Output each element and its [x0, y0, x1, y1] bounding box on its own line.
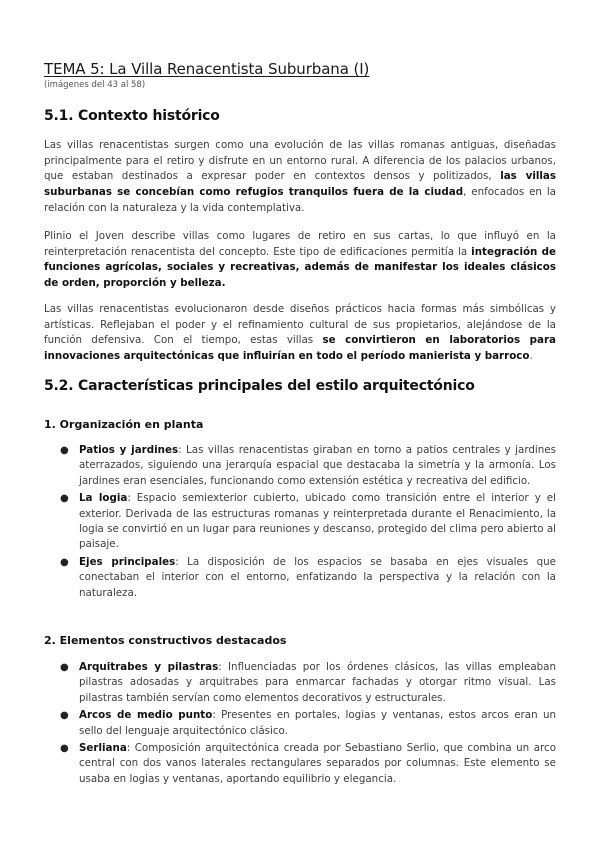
section-heading-characteristics: 5.2. Características principales del estilo arquitectónico [44, 378, 475, 394]
list-constructive-elements [44, 660, 556, 789]
document-title: TEMA 5: La Villa Renacentista Suburbana (I) [44, 60, 370, 78]
subsection-heading-plan: 1. Organización en planta [44, 418, 204, 431]
bullet-icon: ● [60, 556, 69, 568]
subsection-heading-elements: 2. Elementos constructivos destacados [44, 634, 287, 647]
bullet-icon: ● [60, 445, 69, 456]
bullet-icon: ● [60, 743, 69, 755]
list-item: ● Patios y jardines: Las villas renacentistas giraban en torno a patios centrales y jardines aterrazados, siguiendo una jerarquía espacial que destacaba la simetría y la armonía. Los jardines eran esenciales, funcionando como extensión estética y recreativa del edificio. [60, 444, 556, 487]
list-item: ● Serliana: Composición arquitectónica creada por Sebastiano Serlio, que combina un arco central con dos vanos laterales rectangulares separados por columnas. Este elemento se usaba en logias y ventanas, aportando equilibrio y elegancia. [60, 742, 556, 785]
list-item: ● Arcos de medio punto: Presentes en portales, logias y ventanas, estos arcos eran un sello del lenguaje arquitectónico clásico. [60, 709, 556, 737]
paragraph-context-1: Las villas renacentistas surgen como una evolución de las villas romanas antiguas, diseñadas principalmente para el retiro y disfrute en un entorno rural. A diferencia de los palacios urbanos, que estaban destinados a expresar poder en contextos densos y politizados, las villas suburbanas se concebían como refugios tranquilos fuera de la ciudad, enfocados en la relación con la naturaleza y la vida contemplativa. [44, 139, 556, 214]
document-subtitle: (imágenes del 43 al 58) [44, 80, 146, 90]
list-plan-organization [44, 443, 556, 603]
list-item: ● La logia: Espacio semiexterior cubierto, ubicado como transición entre el interior y el exterior. Derivada de las estructuras romanas y reinterpretada durante el Renacimiento, la logia se convirtió en un lugar para reuniones y descanso, protegido del clima pero abierto al paisaje. [60, 492, 557, 551]
bullet-icon: ● [60, 493, 69, 505]
list-item: ● Arquitrabes y pilastras: Influenciadas por los órdenes clásicos, las villas empleaban pilastras adosadas y arquitrabes para enmarcar fachadas y otorgar ritmo visual. Las pilastras también servían como elementos decorativos y estructurales. [60, 661, 556, 704]
paragraph-context-2: Plinio el Joven describe villas como lugares de retiro en sus cartas, lo que influyó en la reinterpretación renacentista del concepto. Este tipo de edificaciones permitía la integración de funciones agrícolas, sociales y recreativas, además de manifestar los ideales clásicos de orden, proporción y belleza. [44, 230, 556, 290]
paragraph-context-3: Las villas renacentistas evolucionaron desde diseños prácticos hacia formas más simbólicas y artísticas. Reflejaban el poder y el refinamiento cultural de sus propietarios, alejándose de la función defensiva. Con el tiempo, estas villas se convirtieron en laboratorios para innovaciones arquitectónicas que influirían en todo el período manierista y barroco. [44, 303, 556, 363]
bullet-icon: ● [60, 710, 69, 722]
list-item: ● Ejes principales: La disposición de los espacios se basaba en ejes visuales que conectaban el interior con el entorno, enfatizando la perspectiva y la relación con la naturaleza. [60, 555, 556, 599]
section-heading-context: 5.1. Contexto histórico [44, 108, 220, 124]
bullet-icon: ● [60, 662, 69, 673]
